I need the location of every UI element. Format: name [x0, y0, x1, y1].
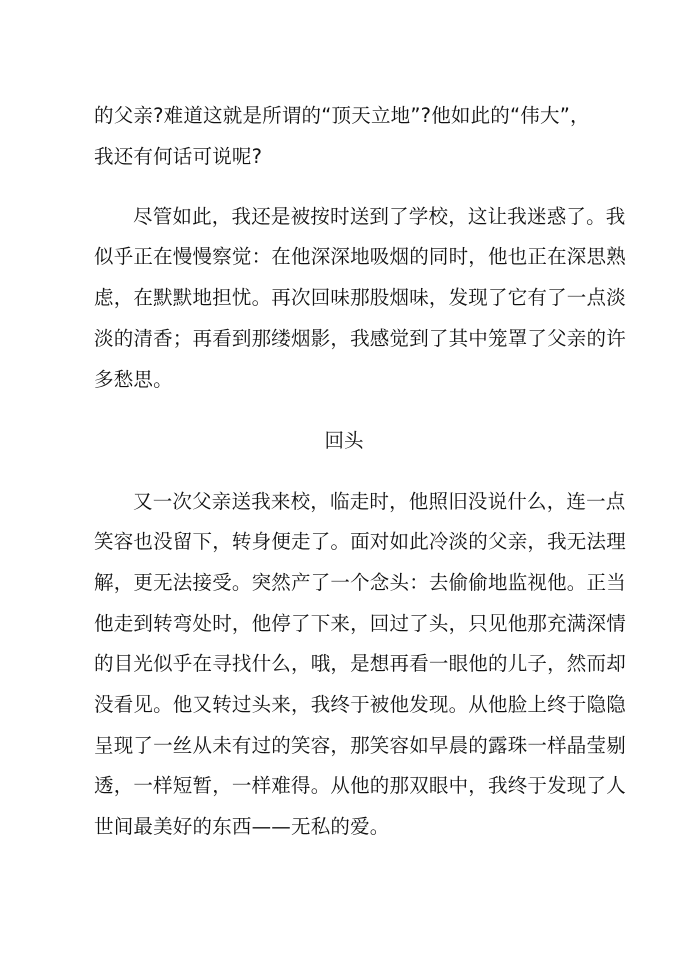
paragraph-3-line-8: 透，一样短暂，一样难得。从他的那双眼中，我终于发现了人	[94, 774, 626, 797]
paragraph-3-line-9: 世间最美好的东西——无私的爱。	[94, 815, 390, 838]
section-heading: 回头	[324, 429, 364, 452]
paragraph-3-line-2: 笑容也没留下，转身便走了。面对如此冷淡的父亲，我无法理	[94, 530, 626, 553]
paragraph-3-line-6: 没看见。他又转过头来，我终于被他发现。从他脸上终于隐隐	[94, 693, 626, 716]
paragraph-3-line-3: 解，更无法接受。突然产了一个念头：去偷偷地监视他。正当	[94, 571, 626, 594]
paragraph-1-line-1: 的父亲?难道这就是所谓的“顶天立地”?他如此的“伟大”，	[94, 104, 590, 127]
paragraph-2-line-4: 淡的清香；再看到那缕烟影，我感觉到了其中笼罩了父亲的许	[94, 327, 626, 350]
paragraph-3-line-4: 他走到转弯处时，他停了下来，回过了头，只见他那充满深情	[94, 612, 626, 635]
paragraph-2-line-1: 尽管如此，我还是被按时送到了学校，这让我迷惑了。我	[133, 205, 626, 228]
paragraph-3-line-5: 的目光似乎在寻找什么，哦，是想再看一眼他的儿子，然而却	[94, 652, 626, 675]
paragraph-2-line-5: 多愁思。	[94, 368, 173, 391]
paragraph-3-line-7: 呈现了一丝从未有过的笑容，那笑容如早晨的露珠一样晶莹剔	[94, 734, 626, 757]
paragraph-2-line-2: 似乎正在慢慢察觉：在他深深地吸烟的同时，他也正在深思熟	[94, 245, 626, 268]
paragraph-3-line-1: 又一次父亲送我来校，临走时，他照旧没说什么，连一点	[133, 490, 626, 513]
paragraph-2-line-3: 虑，在默默地担忧。再次回味那股烟味，发现了它有了一点淡	[94, 286, 626, 309]
paragraph-1-line-2: 我还有何话可说呢?	[94, 145, 263, 168]
